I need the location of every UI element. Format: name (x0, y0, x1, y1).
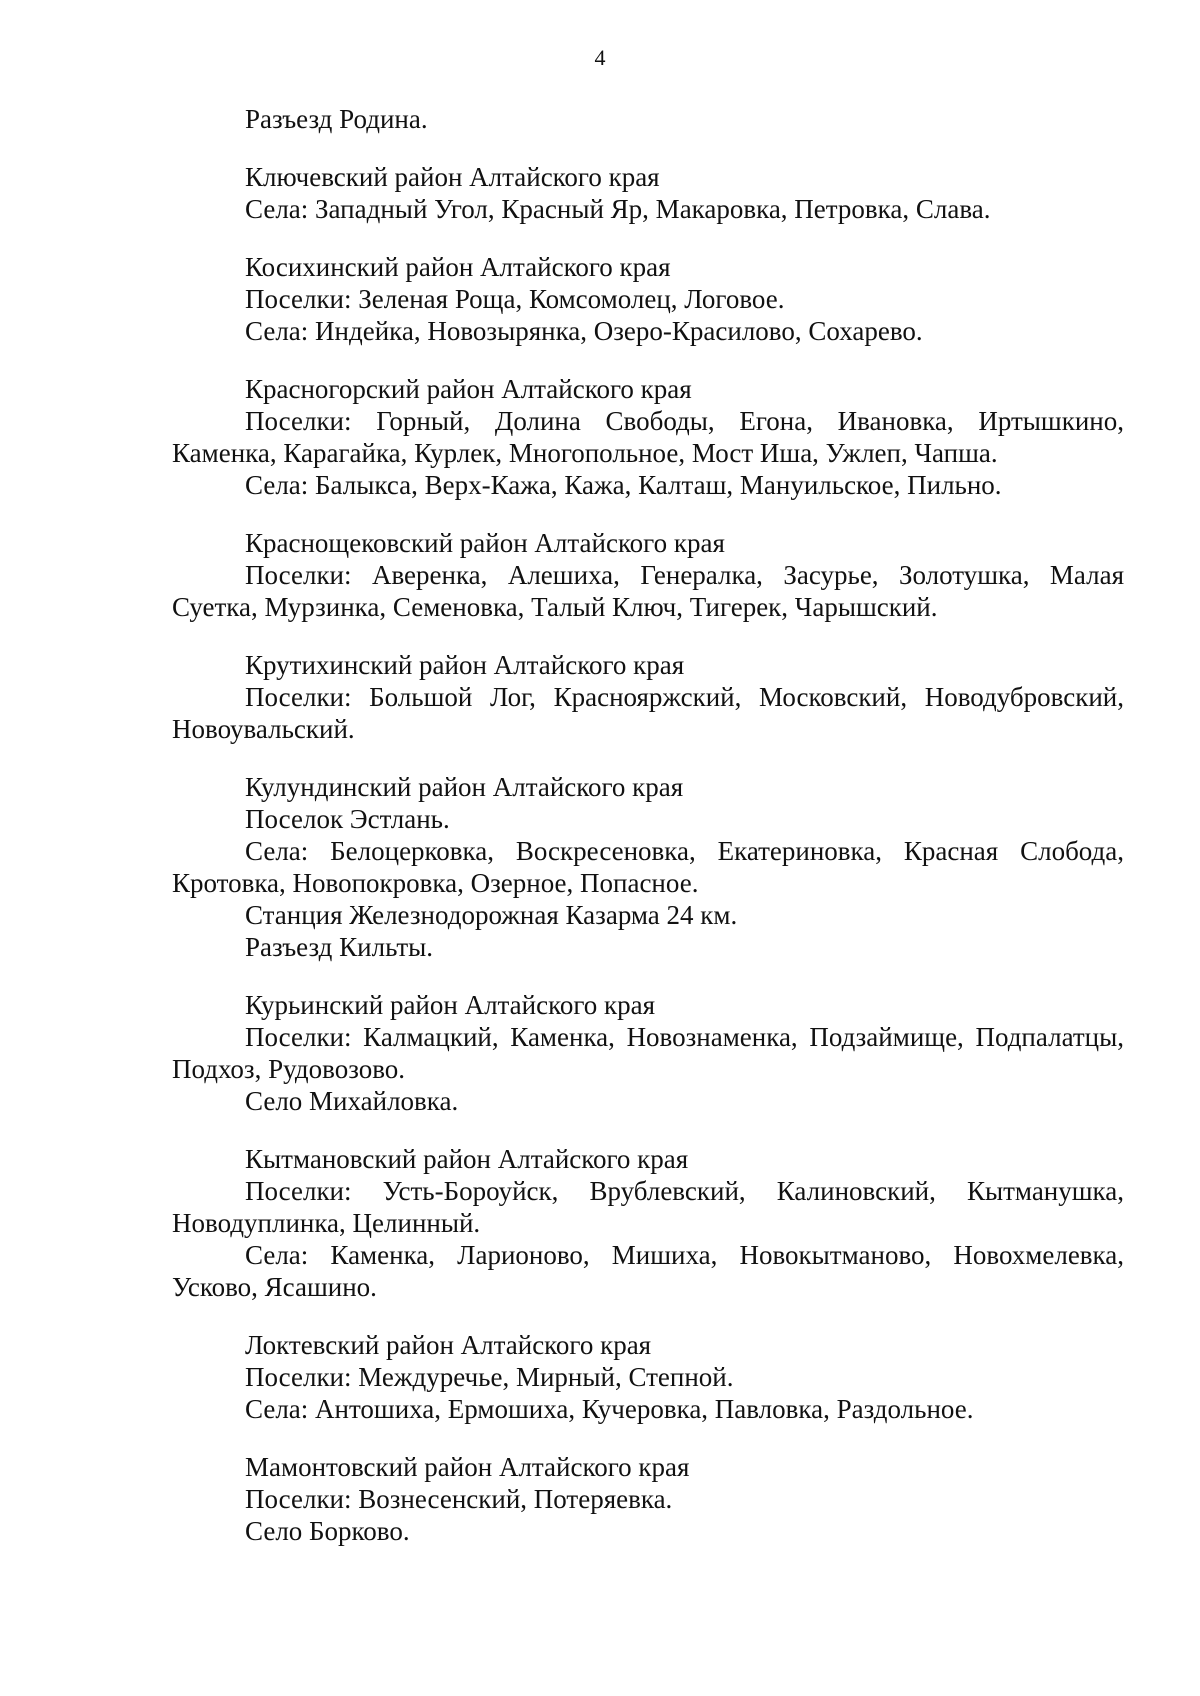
settlement-line: Село Михайловка. (245, 1086, 459, 1116)
settlement-line: Села: Антошиха, Ермошиха, Кучеровка, Павловка, Раздольное. (245, 1394, 974, 1424)
district-block-loktevsky (172, 1329, 1124, 1425)
settlement-line: Села: Белоцерковка, Воскресеновка, Екатериновка, Красная Слобода, Кротовка, Новопокровка, Озерное, Попасное. (172, 836, 1124, 898)
settlement-line: Поселки: Калмацкий, Каменка, Новознаменка, Подзаймище, Подпалатцы, Подхоз, Рудовозово. (172, 1022, 1124, 1084)
settlement-line: Поселки: Зеленая Роща, Комсомолец, Логовое. (245, 284, 785, 314)
district-block-kytmanovsky (172, 1143, 1124, 1303)
district-block-kulundinsky (172, 771, 1124, 963)
district-block-kosikhinsky (172, 251, 1124, 347)
settlement-line: Поселок Эстлань. (245, 804, 450, 834)
district-heading: Косихинский район Алтайского края (245, 252, 671, 282)
document-body (172, 103, 1124, 1573)
settlement-line: Села: Индейка, Новозырянка, Озеро-Красилово, Сохарево. (245, 316, 923, 346)
district-heading: Кытмановский район Алтайского края (245, 1144, 689, 1174)
district-heading: Локтевский район Алтайского края (245, 1330, 652, 1360)
district-heading: Краснощековский район Алтайского края (245, 528, 725, 558)
settlement-line: Село Борково. (245, 1516, 410, 1546)
text-line: Разъезд Родина. (245, 104, 428, 134)
settlement-line: Села: Западный Угол, Красный Яр, Макаровка, Петровка, Слава. (245, 194, 991, 224)
text-block (172, 103, 1124, 135)
district-heading: Кулундинский район Алтайского края (245, 772, 684, 802)
district-block-kuryinsky (172, 989, 1124, 1117)
settlement-line: Поселки: Междуречье, Мирный, Степной. (245, 1362, 734, 1392)
district-block-klyuchevsky (172, 161, 1124, 225)
district-heading: Крутихинский район Алтайского края (245, 650, 685, 680)
settlement-line: Поселки: Вознесенский, Потеряевка. (245, 1484, 673, 1514)
district-block-krasnogorsky (172, 373, 1124, 501)
district-block-mamontovsky (172, 1451, 1124, 1547)
district-heading: Курьинский район Алтайского края (245, 990, 656, 1020)
settlement-line: Села: Каменка, Ларионово, Мишиха, Новокытманово, Новохмелевка, Усково, Ясашино. (172, 1240, 1124, 1302)
settlement-line: Поселки: Усть-Бороуйск, Врублевский, Калиновский, Кытманушка, Новодуплинка, Целинный. (172, 1176, 1124, 1238)
settlement-line: Станция Железнодорожная Казарма 24 км. (245, 900, 738, 930)
district-heading: Мамонтовский район Алтайского края (245, 1452, 690, 1482)
page-number: 4 (594, 45, 606, 70)
district-block-krutikhinsky (172, 649, 1124, 745)
settlement-line: Разъезд Кильты. (245, 932, 434, 962)
district-heading: Красногорский район Алтайского края (245, 374, 692, 404)
settlement-line: Поселки: Аверенка, Алешиха, Генералка, Засурье, Золотушка, Малая Суетка, Мурзинка, Семеновка, Талый Ключ, Тигерек, Чарышский. (172, 560, 1124, 622)
settlement-line: Села: Балыкса, Верх-Кажа, Кажа, Калташ, Мануильское, Пильно. (245, 470, 1002, 500)
district-heading: Ключевский район Алтайского края (245, 162, 660, 192)
district-block-krasnoshchekovsky (172, 527, 1124, 623)
settlement-line: Поселки: Большой Лог, Краснояржский, Московский, Новодубровский, Новоувальский. (172, 682, 1124, 744)
settlement-line: Поселки: Горный, Долина Свободы, Егона, Ивановка, Иртышкино, Каменка, Карагайка, Курлек, Многопольное, Мост Иша, Ужлеп, Чапша. (172, 406, 1124, 468)
